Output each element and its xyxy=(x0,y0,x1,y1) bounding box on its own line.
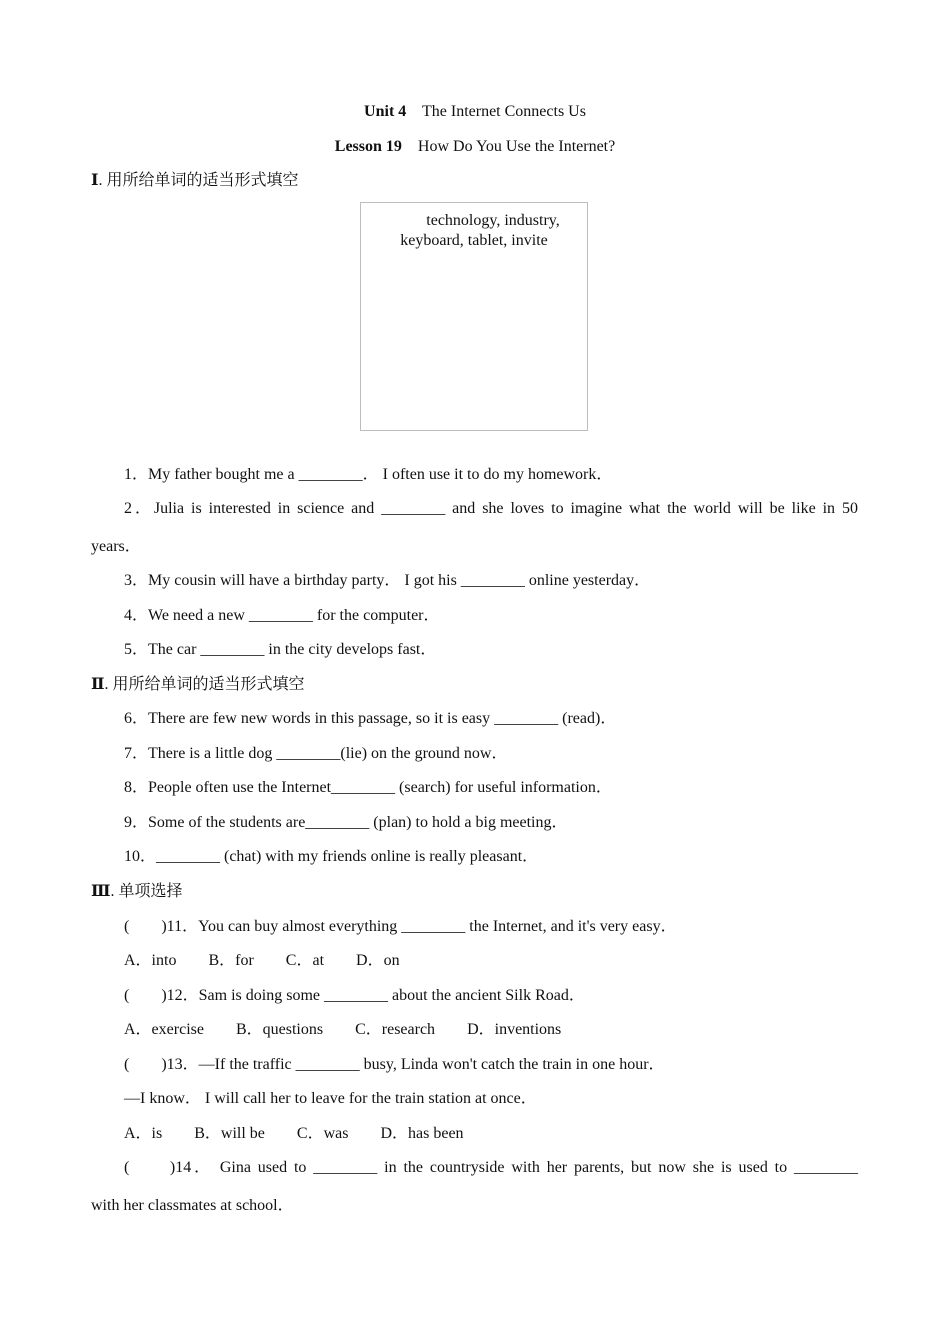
question-14-line-1: ( )14． Gina used to ________ in the countryside with her parents, but now she is used to ________ xyxy=(124,1159,858,1176)
section-3-number: Ⅲ xyxy=(91,883,111,900)
option-a: A．into xyxy=(124,952,177,969)
question-13: ( )13．—If the traffic ________ busy, Linda won't catch the train in one hour． xyxy=(124,1056,665,1073)
option-c: C．was xyxy=(296,1125,349,1142)
question-7: 7．There is a little dog ________(lie) on the ground now． xyxy=(124,745,508,762)
section-3-title: . 单项选择 xyxy=(110,883,183,900)
section-2-heading xyxy=(91,675,858,695)
question-2-line-2: years． xyxy=(91,538,141,555)
lesson-heading xyxy=(0,137,950,157)
section-2-title: . 用所给单词的适当形式填空 xyxy=(104,676,305,693)
question-12-options xyxy=(124,1020,858,1040)
unit-heading xyxy=(0,102,950,122)
word-bank-box xyxy=(360,202,588,431)
unit-title: The Internet Connects Us xyxy=(422,103,586,120)
question-12: ( )12．Sam is doing some ________ about the ancient Silk Road． xyxy=(124,987,585,1004)
question-9: 9．Some of the students are________ (plan) to hold a big meeting． xyxy=(124,814,568,831)
question-2-line-1: 2．Julia is interested in science and ________ and she loves to imagine what the world will be like in 50 xyxy=(124,500,858,517)
unit-label: Unit 4 xyxy=(364,103,407,120)
option-d: D．on xyxy=(356,952,400,969)
question-1: 1．My father bought me a ________． I often use it to do my homework． xyxy=(124,466,613,483)
question-11: ( )11．You can buy almost everything ________ the Internet, and it's very easy． xyxy=(124,918,677,935)
word-bank-line-1: technology, industry, xyxy=(426,212,560,229)
lesson-title: How Do You Use the Internet? xyxy=(417,138,616,155)
option-c: C．research xyxy=(355,1021,436,1038)
question-13-reply: —I know． I will call her to leave for the train station at once． xyxy=(124,1090,537,1107)
option-b: B．for xyxy=(208,952,254,969)
section-2-number: Ⅱ xyxy=(91,676,105,693)
question-13-options xyxy=(124,1124,858,1144)
option-d: D．inventions xyxy=(467,1021,562,1038)
section-3-heading xyxy=(91,882,858,902)
section-1-heading xyxy=(91,171,858,191)
question-5: 5．The car ________ in the city develops fast． xyxy=(124,641,437,658)
word-bank-line-2: keyboard, tablet, invite xyxy=(400,232,548,249)
section-1-number: Ⅰ xyxy=(91,172,99,189)
question-11-options xyxy=(124,951,858,971)
option-a: A．exercise xyxy=(124,1021,204,1038)
question-8: 8．People often use the Internet________ (search) for useful information． xyxy=(124,779,612,796)
option-a: A．is xyxy=(124,1125,163,1142)
question-6: 6．There are few new words in this passage, so it is easy ________ (read)． xyxy=(124,710,617,727)
option-c: C．at xyxy=(285,952,325,969)
question-10: 10．________ (chat) with my friends online is really pleasant． xyxy=(124,848,539,865)
option-b: B．will be xyxy=(194,1125,265,1142)
question-3: 3．My cousin will have a birthday party． I got his ________ online yesterday． xyxy=(124,572,651,589)
option-d: D．has been xyxy=(380,1125,464,1142)
question-4: 4．We need a new ________ for the computer． xyxy=(124,607,440,624)
section-1-title: . 用所给单词的适当形式填空 xyxy=(98,172,299,189)
lesson-label: Lesson 19 xyxy=(334,138,402,155)
option-b: B．questions xyxy=(235,1021,324,1038)
question-14-line-2: with her classmates at school． xyxy=(91,1197,294,1214)
